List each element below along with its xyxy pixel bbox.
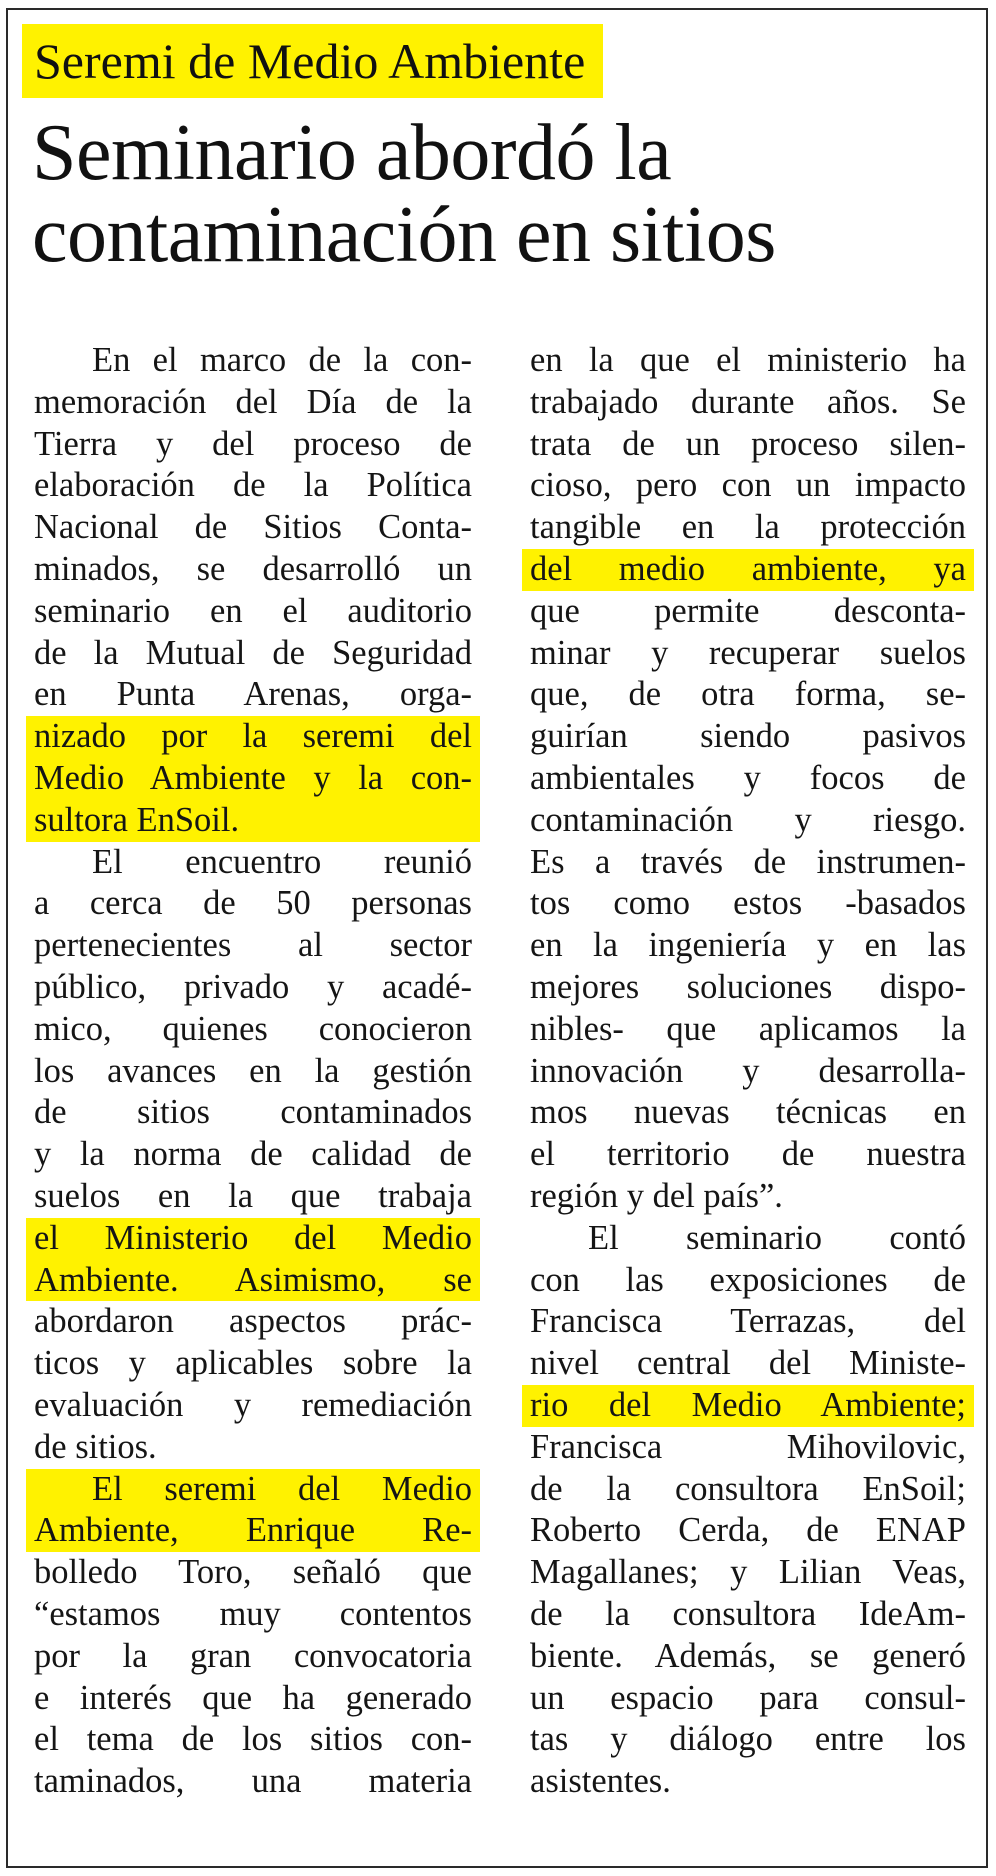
text-line [34, 967, 472, 1009]
text-line [34, 842, 472, 884]
article-column-right [530, 340, 966, 1803]
highlighted-text: rio del Medio Ambiente; [530, 1385, 966, 1424]
body-text: innovación y desarrolla- [530, 1051, 966, 1090]
text-line [530, 549, 966, 591]
highlighted-text: El seremi del Medio [92, 1469, 472, 1508]
text-line [34, 1678, 472, 1720]
body-text: a cerca de 50 personas [34, 884, 472, 923]
text-line [34, 1510, 472, 1552]
body-text: guirían siendo pasivos [530, 717, 966, 756]
body-text: público, privado y acadé- [34, 967, 472, 1006]
text-line [530, 1051, 966, 1093]
highlighted-text: Medio Ambiente y la con- [34, 758, 472, 797]
body-text: suelos en la que trabaja [34, 1176, 472, 1215]
text-line [530, 1510, 966, 1552]
text-line [530, 1761, 966, 1803]
text-line [530, 1218, 966, 1260]
text-line [34, 1469, 472, 1511]
text-line [34, 1009, 472, 1051]
text-line [530, 465, 966, 507]
text-line [34, 1218, 472, 1260]
body-text: de la consultora IdeAm- [530, 1594, 966, 1633]
highlighted-text: el Ministerio del Medio [34, 1218, 472, 1257]
body-text: Es a través de instrumen- [530, 842, 966, 881]
headline-line-1: Seminario abordó la [32, 109, 672, 197]
text-line [530, 1385, 966, 1427]
text-line [34, 883, 472, 925]
text-line [34, 507, 472, 549]
body-text: trabajado durante años. Se [530, 382, 966, 421]
body-text: tangible en la protección [530, 508, 966, 547]
body-text: mos nuevas técnicas en [530, 1093, 966, 1132]
text-line [530, 1469, 966, 1511]
text-line [530, 1678, 966, 1720]
text-line [34, 800, 472, 842]
text-line [34, 1134, 472, 1176]
text-line [530, 716, 966, 758]
text-line [34, 1343, 472, 1385]
body-text: minados, se desarrolló un [34, 549, 472, 588]
body-text: ambientales y focos de [530, 758, 966, 797]
body-text: de sitios. [34, 1427, 157, 1466]
text-line [34, 1385, 472, 1427]
highlighted-text: Ambiente. Asimismo, se [34, 1260, 472, 1299]
text-line [530, 1594, 966, 1636]
text-line [530, 507, 966, 549]
body-text: seminario en el auditorio [34, 591, 472, 630]
body-text: cioso, pero con un impacto [530, 466, 966, 505]
text-line [530, 1552, 966, 1594]
body-text: de la consultora EnSoil; [530, 1469, 966, 1508]
body-text: asistentes. [530, 1762, 671, 1801]
text-line [530, 1134, 966, 1176]
body-text: El seminario contó [588, 1218, 966, 1257]
body-text: abordaron aspectos prác- [34, 1302, 472, 1341]
body-text: los avances en la gestión [34, 1051, 472, 1090]
highlighted-text: del medio ambiente, ya [530, 549, 966, 588]
text-line [530, 340, 966, 382]
body-text: tas y diálogo entre los [530, 1720, 966, 1759]
body-text: en la que el ministerio ha [530, 341, 966, 379]
body-text: tos como estos -basados [530, 884, 966, 923]
body-text: Tierra y del proceso de [34, 424, 472, 463]
body-text: “estamos muy contentos [34, 1594, 472, 1633]
body-text: que, de otra forma, se- [530, 675, 966, 714]
body-text: Francisca Terrazas, del [530, 1302, 966, 1341]
text-line [34, 424, 472, 466]
body-text: nibles- que aplicamos la [530, 1009, 966, 1048]
body-text: evaluación y remediación [34, 1385, 472, 1424]
text-line [34, 1719, 472, 1761]
headline-line-2: contaminación en sitios [32, 191, 776, 279]
highlighted-text: nizado por la seremi del [34, 717, 472, 756]
text-line [530, 883, 966, 925]
text-line [34, 674, 472, 716]
body-text: Magallanes; y Lilian Veas, [530, 1553, 966, 1592]
text-line [530, 925, 966, 967]
text-line [34, 1636, 472, 1678]
text-line [34, 1176, 472, 1218]
text-line [34, 1552, 472, 1594]
body-text: elaboración de la Política [34, 466, 472, 505]
body-text: el tema de los sitios con- [34, 1720, 472, 1759]
text-line [34, 925, 472, 967]
body-text: trata de un proceso silen- [530, 424, 966, 463]
highlighted-text: sultora EnSoil. [34, 800, 240, 839]
text-line [530, 1009, 966, 1051]
body-text: bolledo Toro, señaló que [34, 1553, 472, 1592]
body-text: taminados, una materia [34, 1762, 472, 1801]
text-line [530, 633, 966, 675]
body-text: e interés que ha generado [34, 1678, 472, 1717]
text-line [530, 674, 966, 716]
body-text: con las exposiciones de [530, 1260, 966, 1299]
text-line [34, 1301, 472, 1343]
body-text: ticos y aplicables sobre la [34, 1344, 472, 1383]
text-line [34, 465, 472, 507]
text-line [34, 633, 472, 675]
text-line [530, 1427, 966, 1469]
article-column-left [34, 340, 472, 1803]
text-line [530, 1343, 966, 1385]
body-text: contaminación y riesgo. [530, 800, 966, 839]
text-line [34, 1260, 472, 1302]
text-line [530, 1260, 966, 1302]
text-line [34, 1051, 472, 1093]
body-text: que permite desconta- [530, 591, 966, 630]
body-text: El encuentro reunió [92, 842, 472, 881]
text-line [530, 1719, 966, 1761]
body-text: Nacional de Sitios Conta- [34, 508, 472, 547]
text-line [530, 967, 966, 1009]
text-line [34, 1594, 472, 1636]
text-line [530, 1301, 966, 1343]
body-text: por la gran convocatoria [34, 1636, 472, 1675]
body-text: de la Mutual de Seguridad [34, 633, 472, 672]
body-text: de sitios contaminados [34, 1093, 472, 1132]
text-line [530, 758, 966, 800]
text-line [530, 1636, 966, 1678]
body-text: un espacio para consul- [530, 1678, 966, 1717]
body-text: memoración del Día de la [34, 382, 472, 421]
body-text: y la norma de calidad de [34, 1135, 472, 1174]
text-line [530, 1092, 966, 1134]
body-text: Roberto Cerda, de ENAP [530, 1511, 966, 1550]
text-line [530, 591, 966, 633]
body-text: mico, quienes conocieron [34, 1009, 472, 1048]
article-headline [32, 109, 972, 279]
text-line [34, 1427, 472, 1469]
text-line [34, 340, 472, 382]
body-text: mejores soluciones dispo- [530, 967, 966, 1006]
body-text: en la ingeniería y en las [530, 926, 966, 965]
body-text: el territorio de nuestra [530, 1135, 966, 1174]
text-line [530, 1176, 966, 1218]
body-text: Francisca Mihovilovic, [530, 1427, 966, 1466]
text-line [34, 1092, 472, 1134]
body-text: biente. Además, se generó [530, 1636, 966, 1675]
body-text: región y del país”. [530, 1176, 783, 1215]
text-line [34, 716, 472, 758]
body-text: En el marco de la con- [92, 341, 472, 379]
section-kicker: Seremi de Medio Ambiente [22, 24, 603, 98]
highlighted-text: Ambiente, Enrique Re- [34, 1511, 472, 1550]
text-line [34, 549, 472, 591]
text-line [34, 758, 472, 800]
body-text: minar y recuperar suelos [530, 633, 966, 672]
text-line [530, 800, 966, 842]
text-line [34, 1761, 472, 1803]
body-text: nivel central del Ministe- [530, 1344, 966, 1383]
body-text: pertenecientes al sector [34, 926, 472, 965]
body-text: en Punta Arenas, orga- [34, 675, 472, 714]
text-line [530, 842, 966, 884]
text-line [530, 424, 966, 466]
text-line [530, 382, 966, 424]
text-line [34, 382, 472, 424]
text-line [34, 591, 472, 633]
